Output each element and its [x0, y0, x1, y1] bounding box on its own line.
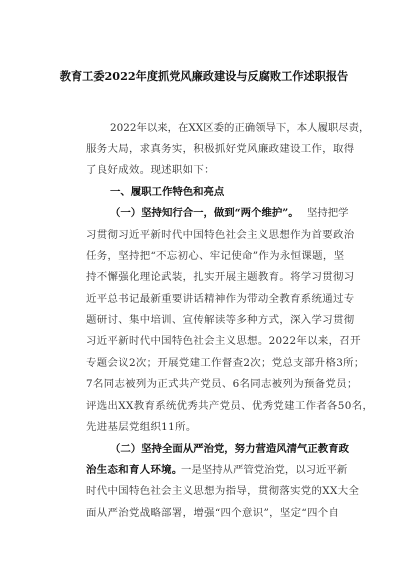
paragraph-line: 题研讨、集中培训、宣传解读等多种方式，深入学习贯彻	[86, 314, 355, 326]
paragraph-line: 时代中国特色社会主义思想为指导，贯彻落实党的XX大全	[86, 485, 360, 497]
paragraph-line: 习近平新时代中国特色社会主义思想。2022年以来，召开	[86, 335, 361, 347]
paragraph-line: 面从严治党战略部署，增强“四个意识”，坚定“四个自	[86, 507, 340, 519]
subsection-heading-continued: 治生态和育人环境。	[86, 464, 183, 476]
paragraph-line: 一是坚持从严管党治党，以习近平新	[181, 464, 348, 476]
paragraph-line: 持不懈强化理论武装，扎实开展主题教育。将学习贯彻习	[86, 271, 355, 283]
paragraph-line: 7名同志被列为正式共产党员、6名同志被列为预备党员；	[86, 378, 358, 390]
paragraph-line: 评选出XX教育系统优秀共产党员、优秀党建工作者各50名，	[86, 400, 374, 412]
paragraph-line: 近平总书记最新重要讲话精神作为带动全教育系统通过专	[86, 293, 355, 305]
paragraph-line: 2022年以来，在XX区委的正确领导下，本人履职尽责，	[110, 122, 370, 134]
paragraph-line: 专题会议2次；开展党建工作督查2次；党总支部升格3所；	[86, 357, 365, 369]
subsection-heading: （一）坚持知行合一，做到“两个维护”。	[110, 207, 299, 219]
document-title: 教育工委2022年度抓党风廉政建设与反腐败工作述职报告	[59, 69, 349, 83]
paragraph-line: 习贯彻习近平新时代中国特色社会主义思想作为首要政治	[86, 229, 355, 241]
paragraph-line: 了良好成效。现述职如下：	[86, 164, 215, 176]
section-heading: 一、履职工作特色和亮点	[110, 186, 225, 198]
paragraph-line: 服务大局，求真务实，积极抓好党风廉政建设工作，取得	[86, 143, 355, 155]
paragraph-line: 任务，坚持把“不忘初心、牢记使命”作为永恒课题，坚	[86, 250, 345, 262]
paragraph-line: 先进基层党组织11所。	[86, 421, 197, 433]
subsection-heading: （二）坚持全面从严治党，努力营造风清气正教育政	[110, 443, 349, 455]
paragraph-line: 坚持把学	[307, 207, 349, 219]
